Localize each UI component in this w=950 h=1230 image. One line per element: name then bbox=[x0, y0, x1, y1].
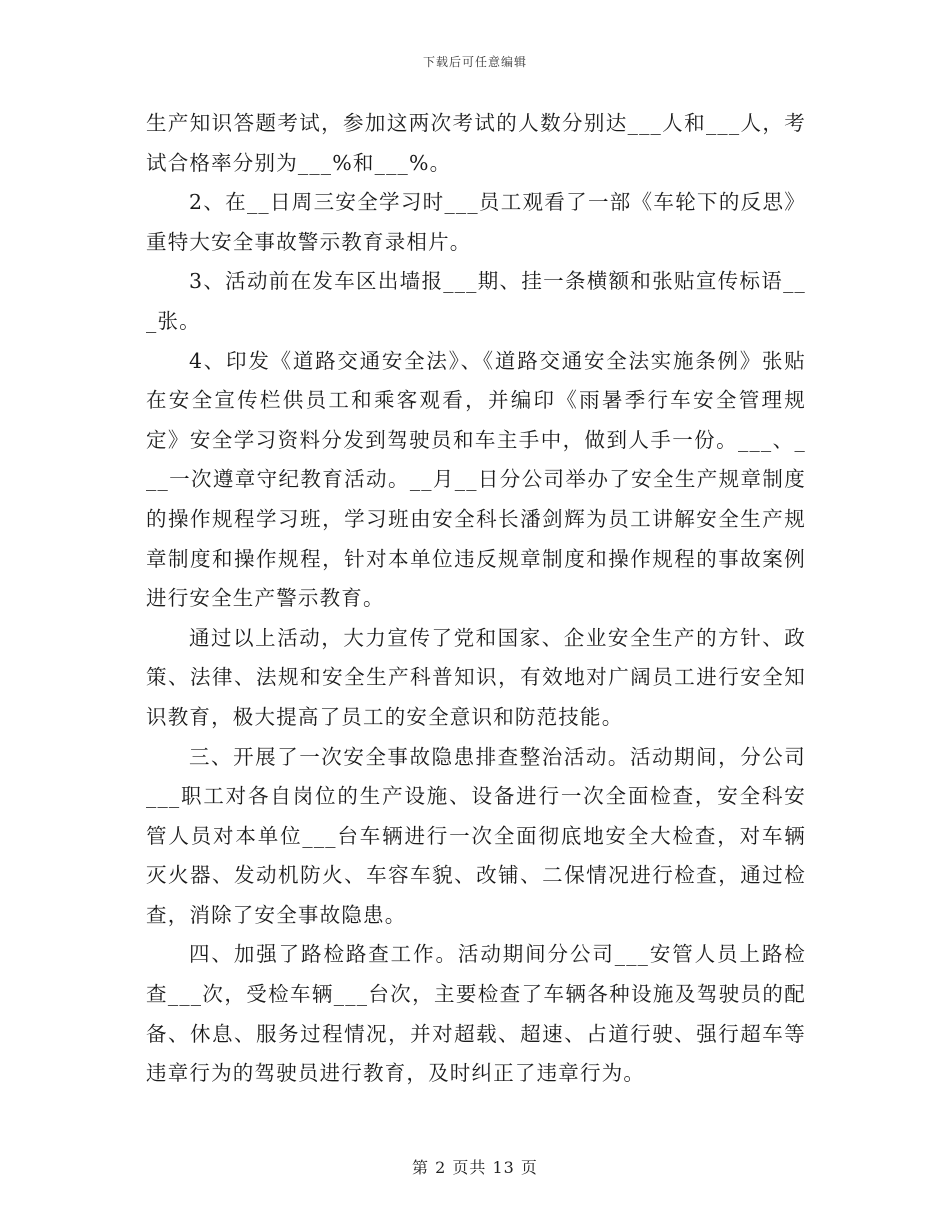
paragraph-item-4: 4、印发《道路交通安全法》、《道路交通安全法实施条例》张贴在安全宣传栏供员工和乘客观看，并编印《雨暑季行车安全管理规定》安全学习资料分发到驾驶员和车主手中，做到人手一份。___、___一次遵章守纪教育活动。__月__日分公司举办了安全生产规章制度的操作规程学习班，学习班由安全科长潘剑辉为员工讲解安全生产规章制度和操作规程，针对本单位违反规章制度和操作规程的事故案例进行安全生产警示教育。 bbox=[146, 348, 806, 611]
paragraph-summary: 通过以上活动，大力宣传了党和国家、企业安全生产的方针、政策、法律、法规和安全生产科普知识，有效地对广阔员工进行安全知识教育，极大提高了员工的安全意识和防范技能。 bbox=[146, 625, 806, 729]
paragraph-section-3: 三、开展了一次安全事故隐患排查整治活动。活动期间，分公司___职工对各自岗位的生产设施、设备进行一次全面检查，安全科安管人员对本单位___台车辆进行一次全面彻底地安全大检查，对车辆灭火器、发动机防火、车容车貌、改铺、二保情况进行检查，通过检查，消除了安全事故隐患。 bbox=[146, 744, 806, 927]
page-number: 第 2 页共 13 页 bbox=[412, 1158, 538, 1177]
paragraph-item-2: 2、在__日周三安全学习时___员工观看了一部《车轮下的反思》重特大安全事故警示教育录相片。 bbox=[146, 190, 806, 254]
paragraph-section-4: 四、加强了路检路查工作。活动期间分公司___安管人员上路检查___次，受检车辆___台次，主要检查了车辆各种设施及驾驶员的配备、休息、服务过程情况，并对超载、超速、占道行驶、强行超车等违章行为的驾驶员进行教育，及时纠正了违章行为。 bbox=[146, 942, 806, 1086]
document-body bbox=[146, 104, 806, 1094]
page-header: 下载后可任意编辑 bbox=[422, 55, 527, 69]
paragraph-exam-stats: 生产知识答题考试，参加这两次考试的人数分别达___人和___人，考试合格率分别为___%和___%。 bbox=[146, 111, 806, 175]
paragraph-item-3: 3、活动前在发车区出墙报___期、挂一条横额和张贴宣传标语___张。 bbox=[146, 269, 806, 333]
